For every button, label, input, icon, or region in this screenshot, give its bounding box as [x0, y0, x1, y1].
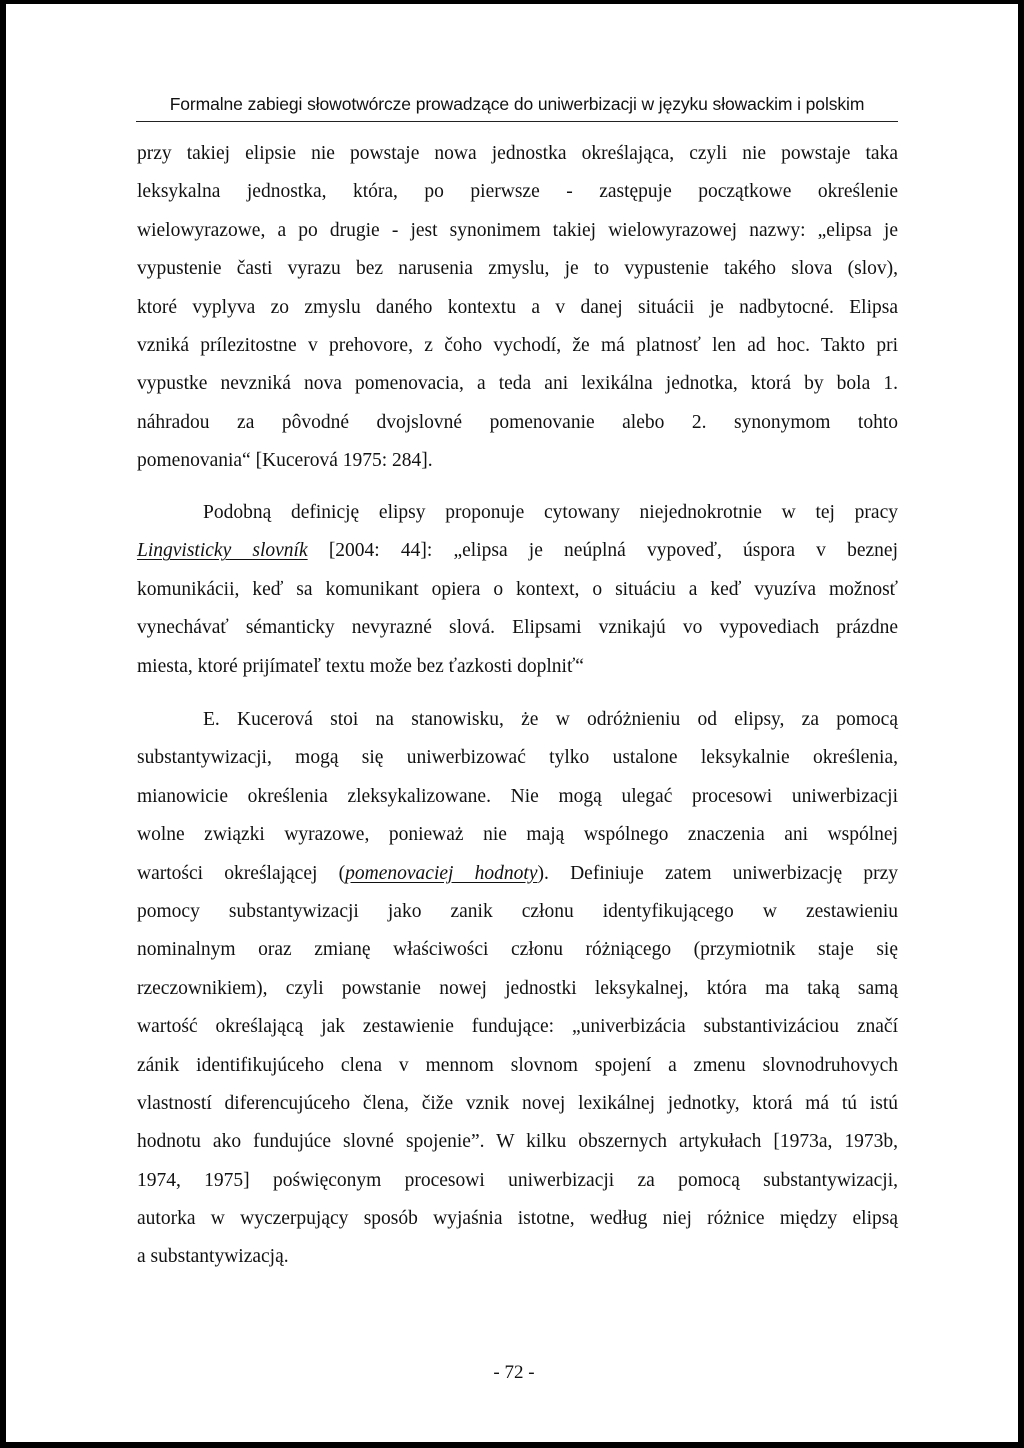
scan-border-left — [0, 0, 6, 1448]
text-line: zánik identifikujúceho clena v mennom slovnom spojení a zmenu slovnodruhovych — [137, 1054, 898, 1076]
text-line: rzeczownikiem), czyli powstanie nowej jednostki leksykalnej, która ma taką samą — [137, 977, 898, 999]
text-line: wielowyrazowe, a po drugie - jest synonimem takiej wielowyrazowej nazwy: „elipsa je — [137, 219, 898, 241]
page-number — [0, 1362, 1024, 1384]
text-line: komunikácii, keď sa komunikant opiera o kontext, o situáciu a keď vyuzíva možnosť — [137, 578, 898, 600]
text-line: przy takiej elipsie nie powstaje nowa jednostka określająca, czyli nie powstaje taka — [137, 143, 898, 164]
text-line: E. Kucerová stoi na stanowisku, że w odróżnieniu od elipsy, za pomocą — [203, 709, 898, 730]
text-line: substantywizacji, mogą się uniwerbizować tylko ustalone leksykalnie określenia, — [137, 747, 898, 769]
paragraph-1 — [137, 135, 898, 481]
text-line: a substantywizacją. — [137, 1246, 289, 1268]
header-rule — [136, 121, 898, 122]
text-line: wolne związki wyrazowe, ponieważ nie mają wspólnego znaczenia ani wspólnej — [137, 824, 898, 846]
text-line: vzniká prílezitostne v prehovore, z čoho vychodí, že má platnosť len ad hoc. Takto pri — [137, 334, 898, 356]
text-segment: [2004: 44]: „elipsa je neúplná vypoveď, úspora v beznej — [307, 540, 898, 562]
text-line: náhradou za pôvodné dvojslovné pomenovanie alebo 2. synonymom tohto — [137, 411, 898, 433]
page-number-text: - 72 - — [493, 1362, 535, 1383]
text-line: vlastností diferencujúceho člena, čiže vznik novej lexikálnej jednotky, ktorá má tú istú — [137, 1092, 898, 1114]
text-line — [137, 855, 898, 893]
paragraph-2 — [137, 494, 898, 686]
text-line: autorka w wyczerpujący sposób wyjaśnia istotne, według niej różnice między elipsą — [137, 1208, 898, 1230]
text-line: pomocy substantywizacji jako zanik członu identyfikującego w zestawieniu — [137, 900, 898, 922]
italic-term: pomenovaciej hodnoty — [345, 862, 538, 884]
text-line: ktoré vyplyva zo zmyslu daného kontextu a v danej situácii je nadbytocné. Elipsa — [137, 296, 898, 318]
scan-border-right — [1018, 0, 1024, 1448]
scan-border-bottom — [0, 1442, 1024, 1448]
text-line: miesta, ktoré prijímateľ textu može bez ťazkosti doplniť“ — [137, 655, 584, 677]
text-line: hodnotu ako fundujúce slovné spojenie”. W kilku obszernych artykułach [1973a, 1973b, — [137, 1131, 898, 1153]
paragraph-3 — [137, 701, 898, 1277]
text-line: nominalnym oraz zmianę właściwości członu różniącego (przymiotnik staje się — [137, 939, 898, 961]
text-segment: ). Definiuje zatem uniwerbizację przy — [537, 862, 898, 884]
text-line: 1974, 1975] poświęconym procesowi uniwerbizacji za pomocą substantywizacji, — [137, 1169, 898, 1191]
text-line: vynechávať sémanticky nevyrazné slová. Elipsami vznikajú vo vypovediach prázdne — [137, 617, 898, 639]
scan-border-top — [0, 0, 1024, 4]
running-header: Formalne zabiegi słowotwórcze prowadzące do uniwerbizacji w języku słowackim i polskim — [169, 94, 865, 114]
text-segment: wartości określającej ( — [137, 862, 346, 884]
text-line: pomenovania“ [Kucerová 1975: 284]. — [137, 450, 433, 472]
text-line: vypustenie časti vyrazu bez narusenia zmyslu, je to vypustenie takého slova (slov), — [137, 258, 898, 280]
text-line: leksykalna jednostka, która, po pierwsze - zastępuje początkowe określenie — [137, 181, 898, 203]
text-line — [137, 532, 898, 570]
text-line: vypustke nevzniká nova pomenovacia, a teda ani lexikálna jednotka, ktorá by bola 1. — [137, 373, 898, 395]
text-line: mianowicie określenia zleksykalizowane. Nie mogą ulegać procesowi uniwerbizacji — [137, 785, 898, 807]
cited-title: Lingvisticky slovník — [137, 540, 308, 562]
text-line: wartość określającą jak zestawienie fundujące: „univerbizácia substantivizáciou značí — [137, 1016, 898, 1038]
text-line: Podobną definicję elipsy proponuje cytowany niejednokrotnie w tej pracy — [203, 502, 898, 523]
